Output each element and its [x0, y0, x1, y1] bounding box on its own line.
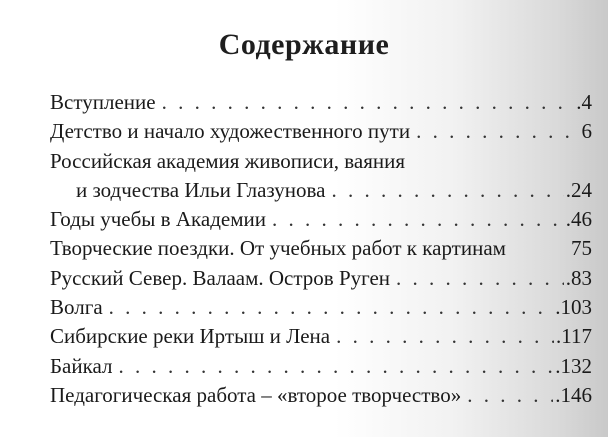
dot-leader	[119, 352, 554, 381]
toc-entry-label: Российская академия живописи, ваяния	[50, 148, 406, 173]
toc-entry	[50, 176, 598, 205]
toc-entry-label: Сибирские реки Иртыш и Лена	[50, 324, 331, 349]
toc-entry-label: Байкал	[50, 353, 113, 378]
toc-entry	[50, 293, 598, 322]
toc-entry	[50, 352, 598, 381]
dot-leader	[336, 322, 554, 351]
toc-entry-label: Педагогическая работа – «второе творчество»	[50, 382, 462, 407]
toc-entry-label: Творческие поездки. От учебных работ к картинам	[50, 236, 506, 261]
toc-entry-page: .146	[555, 382, 592, 407]
toc-entry-page: .103	[555, 295, 592, 320]
toc-entry	[50, 264, 598, 293]
page-title: Содержание	[218, 28, 390, 61]
toc-entry	[50, 234, 598, 263]
toc-entry-label: Волга	[50, 295, 103, 320]
dot-leader	[272, 205, 564, 234]
toc-entry	[50, 381, 598, 410]
dot-leader	[416, 117, 579, 146]
toc-entry	[50, 88, 598, 117]
dot-leader	[467, 381, 553, 410]
toc-entry	[50, 322, 598, 351]
toc-entry	[50, 117, 598, 146]
toc-entry-page: .24	[565, 177, 592, 202]
dot-leader	[162, 88, 575, 117]
toc-entry-page: 75	[571, 236, 592, 261]
toc-entry-label: и зодчества Ильи Глазунова	[76, 177, 326, 202]
toc-entry-page: .83	[565, 265, 592, 290]
toc-entry-page: .4	[576, 90, 592, 114]
toc-entry-label: Детство и начало художественного пути	[50, 119, 411, 144]
table-of-contents	[50, 88, 598, 410]
toc-entry-label: Вступление	[50, 90, 156, 114]
dot-leader	[109, 293, 554, 322]
toc-entry	[50, 147, 598, 176]
toc-entry-page: .117	[556, 324, 592, 349]
toc-entry-page: .46	[565, 207, 592, 232]
toc-entry	[50, 205, 598, 234]
toc-entry-label: Годы учебы в Академии	[50, 207, 266, 232]
dot-leader	[396, 264, 564, 293]
dot-leader	[331, 176, 563, 205]
toc-entry-page: 6	[581, 119, 592, 144]
toc-entry-label: Русский Север. Валаам. Остров Руген	[50, 265, 391, 290]
toc-entry-page: .132	[555, 353, 592, 378]
